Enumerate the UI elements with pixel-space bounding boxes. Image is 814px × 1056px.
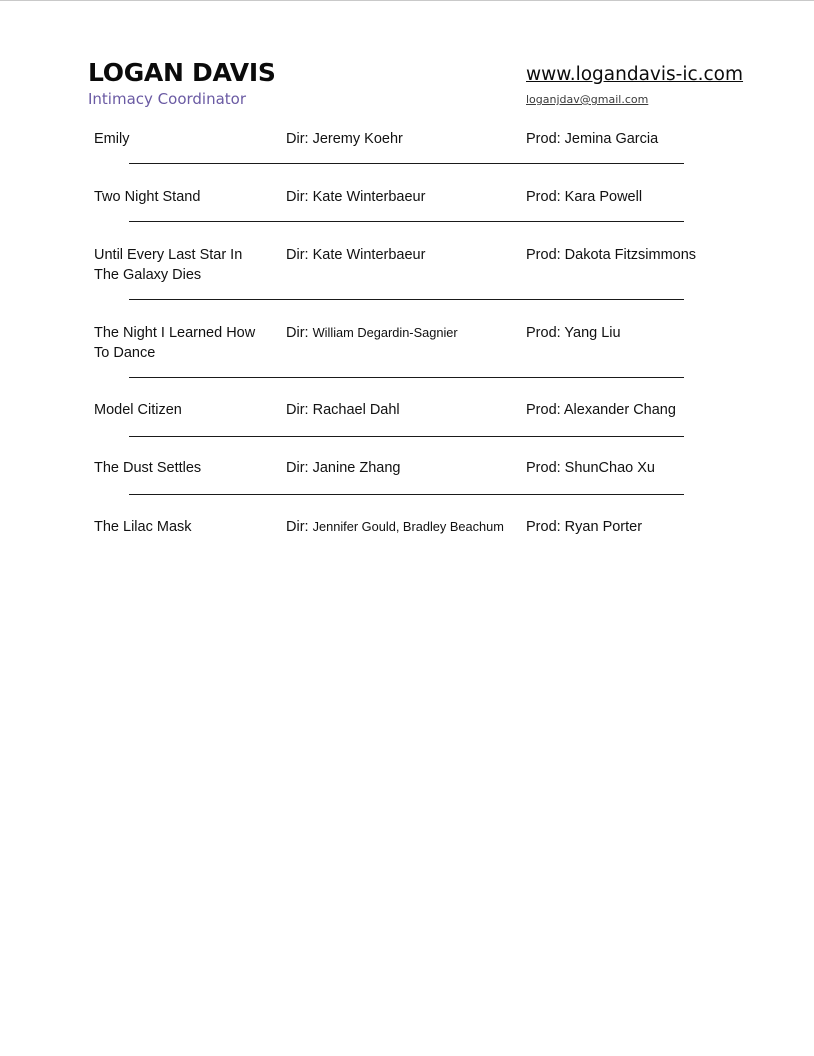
credit-title: Until Every Last Star In The Galaxy Dies [94,247,243,283]
director-prefix: Dir: [286,189,309,205]
director-prefix: Dir: [286,519,309,535]
credit-divider [129,299,684,300]
credit-title: Emily [94,131,130,147]
credit-title: The Dust Settles [94,460,202,476]
email-link[interactable]: loganjdav@gmail.com [526,93,649,106]
credit-divider [129,163,684,164]
resume-role: Intimacy Coordinator [88,90,247,108]
credit-title: The Lilac Mask [94,519,192,535]
director-prefix: Dir: [286,247,309,263]
credit-producer: Prod: Jemina Garcia [526,131,659,147]
director-prefix: Dir: [286,402,309,418]
credit-divider [129,377,684,378]
credit-divider [129,436,684,437]
credit-director [286,245,425,265]
director-prefix: Dir: [286,131,309,147]
credit-divider [129,221,684,222]
credit-director [286,458,400,478]
director-name: Janine Zhang [312,460,401,476]
credit-producer: Prod: Ryan Porter [526,519,643,535]
credit-producer: Prod: Kara Powell [526,189,643,205]
credit-title: The Night I Learned How To Dance [94,325,256,361]
credit-director [286,400,400,420]
credit-divider [129,494,684,495]
director-name: Kate Winterbaeur [312,247,426,263]
resume-name: LOGAN DAVIS [88,58,276,87]
website-link[interactable]: www.logandavis-ic.com [526,64,744,85]
credit-title: Two Night Stand [94,189,201,205]
director-name: Jeremy Koehr [312,131,403,147]
credit-producer: Prod: Yang Liu [526,325,621,341]
credit-director [286,187,425,207]
credit-producer: Prod: Dakota Fitzsimmons [526,247,697,263]
credit-director [286,129,403,149]
credit-producer: Prod: Alexander Chang [526,402,676,418]
credit-director [286,517,504,537]
credit-title: Model Citizen [94,402,182,418]
credit-producer: Prod: ShunChao Xu [526,460,655,476]
director-name: Kate Winterbaeur [312,189,426,205]
director-prefix: Dir: [286,460,309,476]
page-top-border [0,0,814,1]
credit-director [286,323,458,343]
director-name: Jennifer Gould, Bradley Beachum [312,519,504,534]
director-prefix: Dir: [286,325,309,341]
director-name: Rachael Dahl [312,402,400,418]
director-name: William Degardin-Sagnier [312,325,458,340]
